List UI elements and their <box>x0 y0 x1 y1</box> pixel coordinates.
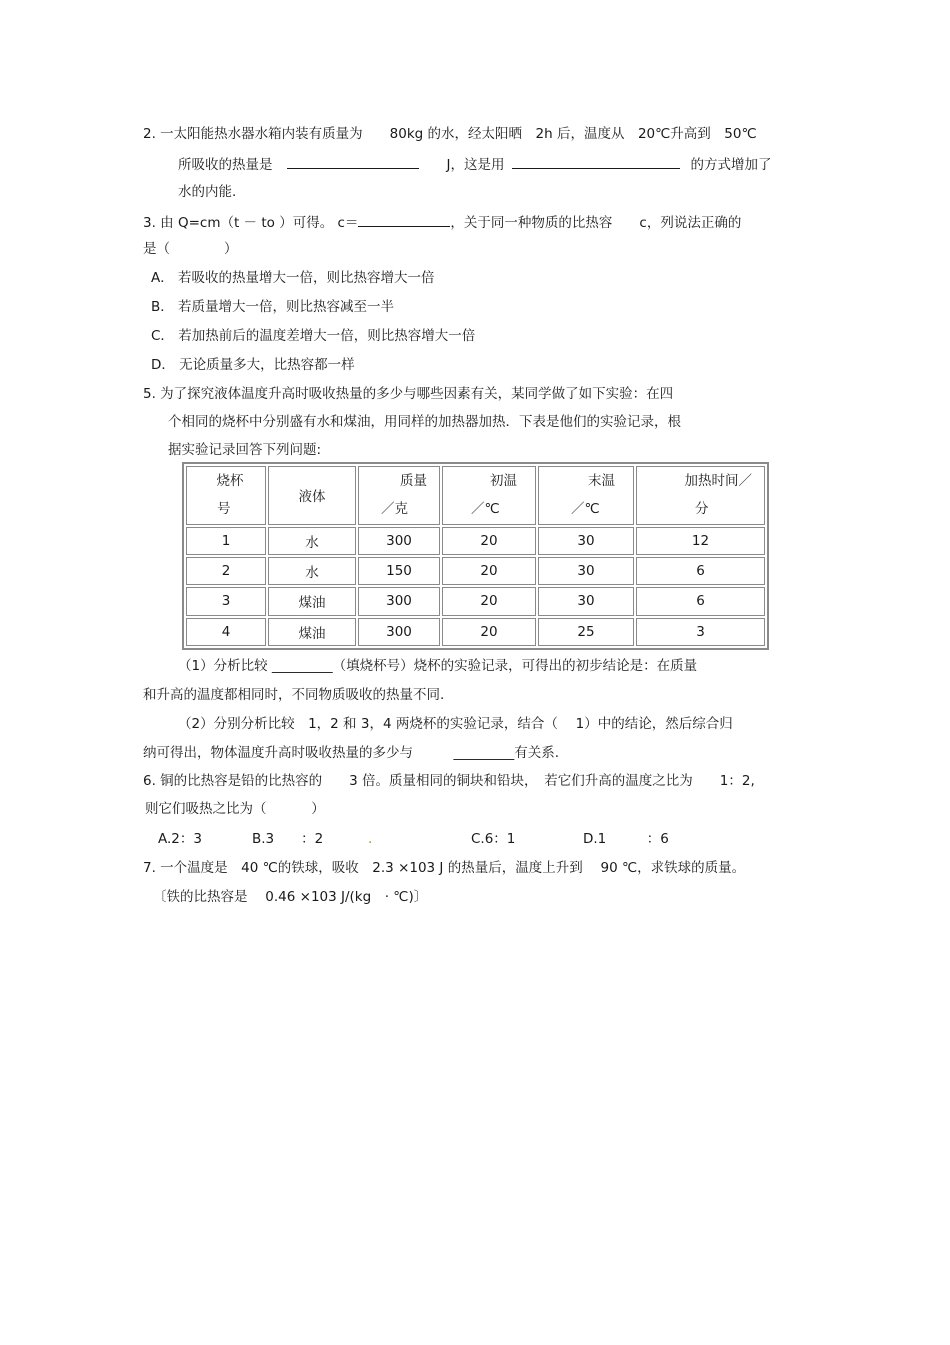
q3-option-c: C． 若加热前后的温度差增大一倍，则比热容增大一倍 <box>151 328 476 344</box>
q3-option-a: A． 若吸收的热量增大一倍，则比热容增大一倍 <box>151 270 435 286</box>
cell-liquid: 煤油 <box>268 587 356 615</box>
q5-sub2-line-1: （2）分别分析比较 1，2 和 3，4 两烧杯的实验记录，结合（ 1）中的结论，然后综合归 <box>178 716 733 732</box>
q2-method-blank[interactable] <box>512 154 680 169</box>
cell-mass: 300 <box>358 527 440 555</box>
header-liquid-line1: 液体 <box>298 489 326 506</box>
q7-line-2: 〔铁的比热容是 0.46 ×103 J/(kg · ℃)〕 <box>153 889 428 905</box>
cell-final-temp: 25 <box>538 618 634 646</box>
q6-option-b: B.3 ：2 <box>252 831 324 847</box>
q2-text-heat: 所吸收的热量是 <box>178 157 273 173</box>
cell-heating-time: 6 <box>636 587 765 615</box>
cell-beaker: 1 <box>186 527 266 555</box>
q2-text-unit: J，这是用 <box>446 157 505 173</box>
cell-final-temp: 30 <box>538 527 634 555</box>
q3-option-b: B． 若质量增大一倍，则比热容减至一半 <box>151 299 395 315</box>
q5-line-3: 据实验记录回答下列问题: <box>168 442 322 458</box>
header-liquid <box>268 466 356 525</box>
q6-option-c: C.6：1 <box>471 831 516 847</box>
q6-option-a: A.2：3 <box>158 831 202 847</box>
cell-beaker: 4 <box>186 618 266 646</box>
cell-heating-time: 12 <box>636 527 765 555</box>
header-beaker <box>186 466 266 525</box>
q3-option-d: D． 无论质量多大，比热容都一样 <box>151 357 355 373</box>
q3-line-2: 是（ ） <box>143 241 238 257</box>
q3-formula-text: 3. 由 Q=cm（t － to ）可得。 c＝ <box>143 215 359 231</box>
header-initial-temp-line1: 初温 <box>490 473 517 490</box>
q2-text-end: 的方式增加了 <box>690 157 772 173</box>
cell-initial-temp: 20 <box>442 618 536 646</box>
header-heating-time <box>636 466 765 525</box>
header-heating-time-line1: 加热时间／ <box>684 473 752 490</box>
header-final-temp <box>538 466 634 525</box>
q2-line-2 <box>178 154 771 174</box>
q5-line-2: 个相同的烧杯中分别盛有水和煤油，用同样的加热器加热．下表是他们的实验记录，根 <box>168 414 681 430</box>
header-mass-line1: 质量 <box>400 473 427 490</box>
cell-final-temp: 30 <box>538 587 634 615</box>
header-initial-temp <box>442 466 536 525</box>
header-final-temp-line1: 末温 <box>588 473 615 490</box>
header-initial-temp-line2: ／℃ <box>471 501 500 518</box>
table-row <box>186 587 765 615</box>
q3-line-1 <box>143 212 741 232</box>
cell-heating-time: 6 <box>636 557 765 585</box>
q5-line-1: 5. 为了探究液体温度升高时吸收热量的多少与哪些因素有关，某同学做了如下实验：在四 <box>143 386 674 402</box>
header-beaker-line1: 烧杯 <box>216 473 244 490</box>
cell-initial-temp: 20 <box>442 587 536 615</box>
table-row <box>186 557 765 585</box>
q5-sub1-line-1: （1）分析比较 _________（填烧杯号）烧杯的实验记录，可得出的初步结论是：在质量 <box>178 658 698 674</box>
cell-beaker: 2 <box>186 557 266 585</box>
cell-mass: 300 <box>358 587 440 615</box>
cell-liquid: 水 <box>268 527 356 555</box>
q2-line-3: 水的内能. <box>178 184 237 200</box>
table-row <box>186 618 765 646</box>
q5-sub1-line-2: 和升高的温度都相同时，不同物质吸收的热量不同. <box>143 687 445 703</box>
q6-line-2: 则它们吸热之比为（ ） <box>145 801 325 817</box>
header-final-temp-line2: ／℃ <box>571 501 600 518</box>
q2-line-1: 2. 一太阳能热水器水箱内装有质量为 80kg 的水，经太阳晒 2h 后，温度从 20℃升高到 50℃ <box>143 126 757 142</box>
header-beaker-line2: 号 <box>217 501 231 518</box>
cell-final-temp: 30 <box>538 557 634 585</box>
table-header-row <box>186 466 765 525</box>
q6-line-1: 6. 铜的比热容是铅的比热容的 3 倍。质量相同的铜块和铅块， 若它们升高的温度之比为 1：2, <box>143 773 755 789</box>
q3-formula-blank[interactable] <box>358 212 450 227</box>
cell-liquid: 水 <box>268 557 356 585</box>
experiment-table <box>182 462 769 650</box>
cell-initial-temp: 20 <box>442 527 536 555</box>
cell-mass: 150 <box>358 557 440 585</box>
header-mass <box>358 466 440 525</box>
q6-option-d: D.1 ：6 <box>583 831 669 847</box>
table-row <box>186 527 765 555</box>
header-heating-time-line2: 分 <box>695 501 709 518</box>
q7-line-1: 7. 一个温度是 40 ℃的铁球，吸收 2.3 ×103 J 的热量后，温度上升到 90 ℃，求铁球的质量。 <box>143 860 746 876</box>
cell-initial-temp: 20 <box>442 557 536 585</box>
cell-heating-time: 3 <box>636 618 765 646</box>
cell-mass: 300 <box>358 618 440 646</box>
q6-stray-dot: . <box>368 831 373 847</box>
q2-heat-blank[interactable] <box>287 154 419 169</box>
q5-sub2-line-2: 纳可得出，物体温度升高时吸收热量的多少与 _________有关系. <box>143 745 560 761</box>
cell-beaker: 3 <box>186 587 266 615</box>
header-mass-line2: ／克 <box>381 501 408 518</box>
q3-question-text: ，关于同一种物质的比热容 c，列说法正确的 <box>450 215 742 231</box>
cell-liquid: 煤油 <box>268 618 356 646</box>
